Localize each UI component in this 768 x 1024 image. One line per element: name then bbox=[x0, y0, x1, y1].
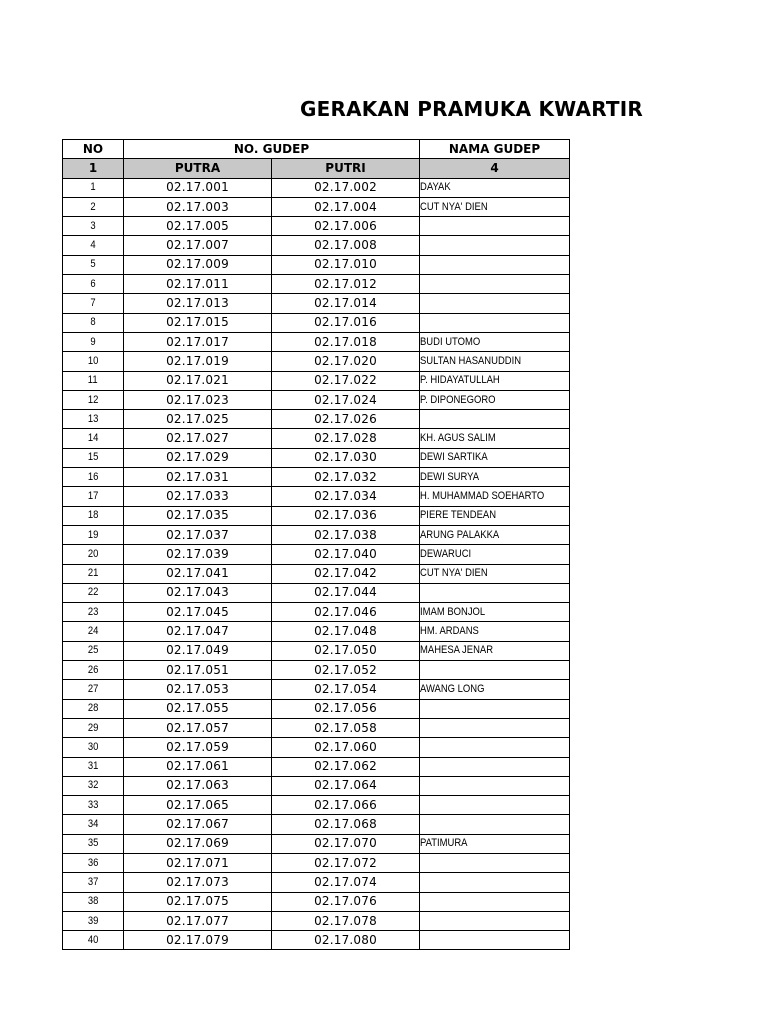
row-putra-code: 02.17.025 bbox=[124, 410, 272, 429]
row-putra-code: 02.17.059 bbox=[124, 738, 272, 757]
row-putra-code: 02.17.069 bbox=[124, 834, 272, 853]
row-nama-gudep bbox=[420, 487, 570, 506]
row-no bbox=[63, 545, 124, 564]
row-putri-code: 02.17.062 bbox=[272, 757, 420, 776]
row-no bbox=[63, 429, 124, 448]
row-no-text: 11 bbox=[88, 374, 98, 387]
row-nama-gudep bbox=[420, 911, 570, 930]
row-nama-gudep bbox=[420, 371, 570, 390]
table-row bbox=[63, 776, 570, 795]
row-putri-code: 02.17.058 bbox=[272, 718, 420, 737]
table-row bbox=[63, 448, 570, 467]
row-no bbox=[63, 313, 124, 332]
row-putra-code: 02.17.049 bbox=[124, 641, 272, 660]
row-putra-code: 02.17.075 bbox=[124, 892, 272, 911]
table-row bbox=[63, 217, 570, 236]
row-putri-code: 02.17.032 bbox=[272, 468, 420, 487]
row-nama-gudep bbox=[420, 622, 570, 641]
table-row bbox=[63, 313, 570, 332]
row-no-text: 19 bbox=[87, 528, 99, 541]
row-putri-code: 02.17.006 bbox=[272, 217, 420, 236]
row-no bbox=[63, 332, 124, 351]
row-no-text: 40 bbox=[87, 933, 99, 946]
row-putri-code: 02.17.004 bbox=[272, 197, 420, 216]
row-putri-code: 02.17.002 bbox=[272, 178, 420, 197]
row-nama-gudep bbox=[420, 525, 570, 544]
row-putra-code: 02.17.029 bbox=[124, 448, 272, 467]
row-putri-code: 02.17.026 bbox=[272, 410, 420, 429]
row-no bbox=[63, 661, 124, 680]
row-nama-gudep bbox=[420, 313, 570, 332]
row-putri-code: 02.17.010 bbox=[272, 255, 420, 274]
row-nama-gudep bbox=[420, 815, 570, 834]
row-putri-code: 02.17.056 bbox=[272, 699, 420, 718]
row-putra-code: 02.17.033 bbox=[124, 487, 272, 506]
row-putri-code: 02.17.074 bbox=[272, 873, 420, 892]
row-nama-gudep-text: H. MUHAMMAD SOEHARTO bbox=[420, 489, 545, 502]
row-no bbox=[63, 564, 124, 583]
row-putri-code: 02.17.012 bbox=[272, 275, 420, 294]
row-no-text: 6 bbox=[90, 277, 96, 290]
header-no-gudep: NO. GUDEP bbox=[124, 140, 420, 159]
row-no-text: 21 bbox=[87, 567, 99, 580]
row-putra-code: 02.17.051 bbox=[124, 661, 272, 680]
row-no bbox=[63, 487, 124, 506]
row-no bbox=[63, 796, 124, 815]
row-no bbox=[63, 352, 124, 371]
row-no bbox=[63, 410, 124, 429]
row-nama-gudep bbox=[420, 332, 570, 351]
row-nama-gudep-text: CUT NYA' DIEN bbox=[420, 200, 488, 213]
row-putra-code: 02.17.043 bbox=[124, 583, 272, 602]
row-nama-gudep bbox=[420, 275, 570, 294]
row-nama-gudep-text: PATIMURA bbox=[420, 837, 468, 850]
header-nama-gudep: NAMA GUDEP bbox=[420, 140, 570, 159]
row-putri-code: 02.17.018 bbox=[272, 332, 420, 351]
row-no-text: 22 bbox=[87, 586, 99, 599]
table-row bbox=[63, 718, 570, 737]
row-no bbox=[63, 371, 124, 390]
row-nama-gudep bbox=[420, 217, 570, 236]
row-putri-code: 02.17.028 bbox=[272, 429, 420, 448]
row-putri-code: 02.17.046 bbox=[272, 603, 420, 622]
row-putra-code: 02.17.021 bbox=[124, 371, 272, 390]
table-row bbox=[63, 738, 570, 757]
row-no-text: 24 bbox=[87, 625, 99, 638]
table-row bbox=[63, 429, 570, 448]
row-nama-gudep-text: DAYAK bbox=[420, 181, 451, 194]
table-row bbox=[63, 255, 570, 274]
row-nama-gudep bbox=[420, 641, 570, 660]
row-putri-code: 02.17.080 bbox=[272, 931, 420, 950]
row-nama-gudep bbox=[420, 352, 570, 371]
table-row bbox=[63, 564, 570, 583]
table-row bbox=[63, 525, 570, 544]
table-row bbox=[63, 197, 570, 216]
row-putri-code: 02.17.022 bbox=[272, 371, 420, 390]
row-no-text: 20 bbox=[87, 547, 99, 560]
row-putra-code: 02.17.077 bbox=[124, 911, 272, 930]
table-row bbox=[63, 911, 570, 930]
row-nama-gudep bbox=[420, 603, 570, 622]
row-putra-code: 02.17.003 bbox=[124, 197, 272, 216]
row-no-text: 39 bbox=[87, 914, 99, 927]
row-putra-code: 02.17.015 bbox=[124, 313, 272, 332]
row-no-text: 30 bbox=[87, 740, 99, 753]
row-no bbox=[63, 718, 124, 737]
row-putri-code: 02.17.030 bbox=[272, 448, 420, 467]
row-no-text: 15 bbox=[87, 451, 99, 464]
row-putra-code: 02.17.005 bbox=[124, 217, 272, 236]
row-nama-gudep-text: CUT NYA' DIEN bbox=[420, 567, 488, 580]
row-putra-code: 02.17.039 bbox=[124, 545, 272, 564]
row-no-text: 4 bbox=[90, 239, 96, 252]
row-nama-gudep bbox=[420, 197, 570, 216]
row-putri-code: 02.17.016 bbox=[272, 313, 420, 332]
row-putra-code: 02.17.009 bbox=[124, 255, 272, 274]
table-row bbox=[63, 487, 570, 506]
row-no-text: 3 bbox=[90, 219, 96, 232]
row-nama-gudep bbox=[420, 680, 570, 699]
row-nama-gudep-text: MAHESA JENAR bbox=[420, 644, 494, 657]
row-putra-code: 02.17.001 bbox=[124, 178, 272, 197]
table-row bbox=[63, 873, 570, 892]
row-putra-code: 02.17.035 bbox=[124, 506, 272, 525]
header-no: NO bbox=[63, 140, 124, 159]
table-row bbox=[63, 506, 570, 525]
row-putri-code: 02.17.072 bbox=[272, 853, 420, 872]
table-row bbox=[63, 622, 570, 641]
row-nama-gudep bbox=[420, 506, 570, 525]
table-row bbox=[63, 757, 570, 776]
row-no bbox=[63, 525, 124, 544]
row-nama-gudep-text: SULTAN HASANUDDIN bbox=[420, 354, 522, 367]
row-putra-code: 02.17.017 bbox=[124, 332, 272, 351]
row-nama-gudep-text: DEWARUCI bbox=[420, 547, 472, 560]
row-no-text: 23 bbox=[87, 605, 99, 618]
table-row bbox=[63, 275, 570, 294]
row-nama-gudep bbox=[420, 796, 570, 815]
row-nama-gudep bbox=[420, 834, 570, 853]
row-nama-gudep bbox=[420, 699, 570, 718]
row-nama-gudep bbox=[420, 236, 570, 255]
row-putra-code: 02.17.011 bbox=[124, 275, 272, 294]
row-nama-gudep-text: DEWI SURYA bbox=[420, 470, 480, 483]
row-nama-gudep bbox=[420, 294, 570, 313]
row-nama-gudep bbox=[420, 545, 570, 564]
row-no-text: 36 bbox=[87, 856, 99, 869]
row-putri-code: 02.17.044 bbox=[272, 583, 420, 602]
row-putri-code: 02.17.070 bbox=[272, 834, 420, 853]
row-nama-gudep bbox=[420, 718, 570, 737]
row-no-text: 8 bbox=[90, 316, 96, 329]
row-putra-code: 02.17.053 bbox=[124, 680, 272, 699]
table-row bbox=[63, 853, 570, 872]
row-putri-code: 02.17.036 bbox=[272, 506, 420, 525]
row-no bbox=[63, 622, 124, 641]
row-no-text: 27 bbox=[87, 682, 99, 695]
subheader-nama: 4 bbox=[420, 159, 570, 178]
row-nama-gudep bbox=[420, 390, 570, 409]
row-no bbox=[63, 603, 124, 622]
row-no-text: 14 bbox=[87, 432, 99, 445]
row-nama-gudep-text: AWANG LONG bbox=[420, 682, 485, 695]
row-no-text: 18 bbox=[87, 509, 99, 522]
row-putra-code: 02.17.007 bbox=[124, 236, 272, 255]
row-no-text: 25 bbox=[87, 644, 99, 657]
row-no bbox=[63, 294, 124, 313]
table-row bbox=[63, 661, 570, 680]
row-putra-code: 02.17.027 bbox=[124, 429, 272, 448]
row-no bbox=[63, 583, 124, 602]
row-no bbox=[63, 178, 124, 197]
subheader-putra: PUTRA bbox=[124, 159, 272, 178]
row-no bbox=[63, 815, 124, 834]
table-row bbox=[63, 332, 570, 351]
row-no bbox=[63, 390, 124, 409]
row-putra-code: 02.17.055 bbox=[124, 699, 272, 718]
row-no-text: 17 bbox=[87, 489, 99, 502]
row-no bbox=[63, 506, 124, 525]
row-no-text: 26 bbox=[87, 663, 99, 676]
row-nama-gudep-text: ARUNG PALAKKA bbox=[420, 528, 500, 541]
row-putri-code: 02.17.060 bbox=[272, 738, 420, 757]
row-nama-gudep-text: BUDI UTOMO bbox=[420, 335, 481, 348]
row-no bbox=[63, 931, 124, 950]
table-row bbox=[63, 410, 570, 429]
row-no bbox=[63, 468, 124, 487]
table-row bbox=[63, 931, 570, 950]
row-no bbox=[63, 641, 124, 660]
page-title: GERAKAN PRAMUKA KWARTIR bbox=[300, 97, 643, 121]
row-putri-code: 02.17.048 bbox=[272, 622, 420, 641]
table-row bbox=[63, 371, 570, 390]
row-putri-code: 02.17.014 bbox=[272, 294, 420, 313]
row-nama-gudep bbox=[420, 931, 570, 950]
row-no-text: 38 bbox=[87, 895, 99, 908]
table-row bbox=[63, 236, 570, 255]
row-nama-gudep-text: P. DIPONEGORO bbox=[420, 393, 496, 406]
row-no bbox=[63, 757, 124, 776]
row-no bbox=[63, 197, 124, 216]
row-nama-gudep bbox=[420, 738, 570, 757]
row-putri-code: 02.17.042 bbox=[272, 564, 420, 583]
table-row bbox=[63, 390, 570, 409]
row-putri-code: 02.17.020 bbox=[272, 352, 420, 371]
row-nama-gudep bbox=[420, 873, 570, 892]
row-putri-code: 02.17.068 bbox=[272, 815, 420, 834]
row-putra-code: 02.17.071 bbox=[124, 853, 272, 872]
row-nama-gudep bbox=[420, 661, 570, 680]
row-no bbox=[63, 275, 124, 294]
row-no bbox=[63, 911, 124, 930]
table-row bbox=[63, 294, 570, 313]
row-nama-gudep-text: IMAM BONJOL bbox=[420, 605, 486, 618]
row-no-text: 35 bbox=[87, 837, 99, 850]
subheader-row bbox=[63, 159, 570, 178]
row-no bbox=[63, 738, 124, 757]
row-putri-code: 02.17.066 bbox=[272, 796, 420, 815]
table-row bbox=[63, 680, 570, 699]
row-no-text: 12 bbox=[87, 393, 99, 406]
table-row bbox=[63, 641, 570, 660]
row-no-text: 28 bbox=[87, 702, 99, 715]
row-no-text: 10 bbox=[87, 354, 99, 367]
row-no bbox=[63, 217, 124, 236]
row-putra-code: 02.17.063 bbox=[124, 776, 272, 795]
row-putra-code: 02.17.079 bbox=[124, 931, 272, 950]
table-row bbox=[63, 796, 570, 815]
row-nama-gudep bbox=[420, 448, 570, 467]
row-putra-code: 02.17.019 bbox=[124, 352, 272, 371]
row-no-text: 1 bbox=[90, 181, 96, 194]
row-putri-code: 02.17.024 bbox=[272, 390, 420, 409]
row-putri-code: 02.17.076 bbox=[272, 892, 420, 911]
table-row bbox=[63, 468, 570, 487]
subheader-putri: PUTRI bbox=[272, 159, 420, 178]
header-row bbox=[63, 140, 570, 159]
row-nama-gudep bbox=[420, 429, 570, 448]
row-nama-gudep bbox=[420, 853, 570, 872]
row-nama-gudep bbox=[420, 178, 570, 197]
table-row bbox=[63, 892, 570, 911]
row-nama-gudep bbox=[420, 255, 570, 274]
table-row bbox=[63, 545, 570, 564]
table-row bbox=[63, 178, 570, 197]
row-nama-gudep bbox=[420, 564, 570, 583]
row-nama-gudep bbox=[420, 583, 570, 602]
row-nama-gudep bbox=[420, 757, 570, 776]
row-putra-code: 02.17.023 bbox=[124, 390, 272, 409]
subheader-no: 1 bbox=[63, 159, 124, 178]
row-nama-gudep bbox=[420, 892, 570, 911]
row-no-text: 9 bbox=[90, 335, 96, 348]
row-no-text: 2 bbox=[90, 200, 96, 213]
row-no bbox=[63, 255, 124, 274]
row-nama-gudep-text: DEWI SARTIKA bbox=[420, 451, 488, 464]
row-putra-code: 02.17.041 bbox=[124, 564, 272, 583]
row-no-text: 7 bbox=[90, 297, 96, 310]
table-row bbox=[63, 834, 570, 853]
row-no bbox=[63, 776, 124, 795]
row-nama-gudep bbox=[420, 468, 570, 487]
gudep-table bbox=[62, 139, 570, 950]
row-nama-gudep bbox=[420, 410, 570, 429]
row-no bbox=[63, 834, 124, 853]
row-putri-code: 02.17.008 bbox=[272, 236, 420, 255]
table-row bbox=[63, 352, 570, 371]
row-no-text: 29 bbox=[87, 721, 99, 734]
row-putri-code: 02.17.040 bbox=[272, 545, 420, 564]
row-putra-code: 02.17.061 bbox=[124, 757, 272, 776]
row-no bbox=[63, 892, 124, 911]
row-nama-gudep bbox=[420, 776, 570, 795]
row-putra-code: 02.17.057 bbox=[124, 718, 272, 737]
row-no bbox=[63, 236, 124, 255]
row-putra-code: 02.17.045 bbox=[124, 603, 272, 622]
row-no bbox=[63, 853, 124, 872]
row-putra-code: 02.17.013 bbox=[124, 294, 272, 313]
table-row bbox=[63, 603, 570, 622]
row-putri-code: 02.17.038 bbox=[272, 525, 420, 544]
row-nama-gudep-text: P. HIDAYATULLAH bbox=[420, 374, 500, 387]
row-no-text: 31 bbox=[87, 760, 99, 773]
row-putra-code: 02.17.065 bbox=[124, 796, 272, 815]
row-nama-gudep-text: HM. ARDANS bbox=[420, 625, 479, 638]
table-row bbox=[63, 583, 570, 602]
row-no bbox=[63, 680, 124, 699]
row-no-text: 33 bbox=[87, 798, 99, 811]
table-row bbox=[63, 699, 570, 718]
row-putri-code: 02.17.054 bbox=[272, 680, 420, 699]
row-no-text: 37 bbox=[87, 875, 99, 888]
row-nama-gudep-text: PIERE TENDEAN bbox=[420, 509, 497, 522]
row-putri-code: 02.17.034 bbox=[272, 487, 420, 506]
row-putri-code: 02.17.078 bbox=[272, 911, 420, 930]
row-no-text: 5 bbox=[90, 258, 96, 271]
row-no-text: 34 bbox=[87, 818, 99, 831]
row-nama-gudep-text: KH. AGUS SALIM bbox=[420, 432, 496, 445]
row-no-text: 32 bbox=[87, 779, 99, 792]
row-putra-code: 02.17.073 bbox=[124, 873, 272, 892]
row-putri-code: 02.17.050 bbox=[272, 641, 420, 660]
row-putri-code: 02.17.064 bbox=[272, 776, 420, 795]
table-row bbox=[63, 815, 570, 834]
row-no bbox=[63, 873, 124, 892]
row-putra-code: 02.17.047 bbox=[124, 622, 272, 641]
row-no-text: 13 bbox=[87, 412, 99, 425]
row-putra-code: 02.17.067 bbox=[124, 815, 272, 834]
row-no-text: 16 bbox=[87, 470, 99, 483]
row-putra-code: 02.17.037 bbox=[124, 525, 272, 544]
row-no bbox=[63, 699, 124, 718]
row-putra-code: 02.17.031 bbox=[124, 468, 272, 487]
row-putri-code: 02.17.052 bbox=[272, 661, 420, 680]
row-no bbox=[63, 448, 124, 467]
